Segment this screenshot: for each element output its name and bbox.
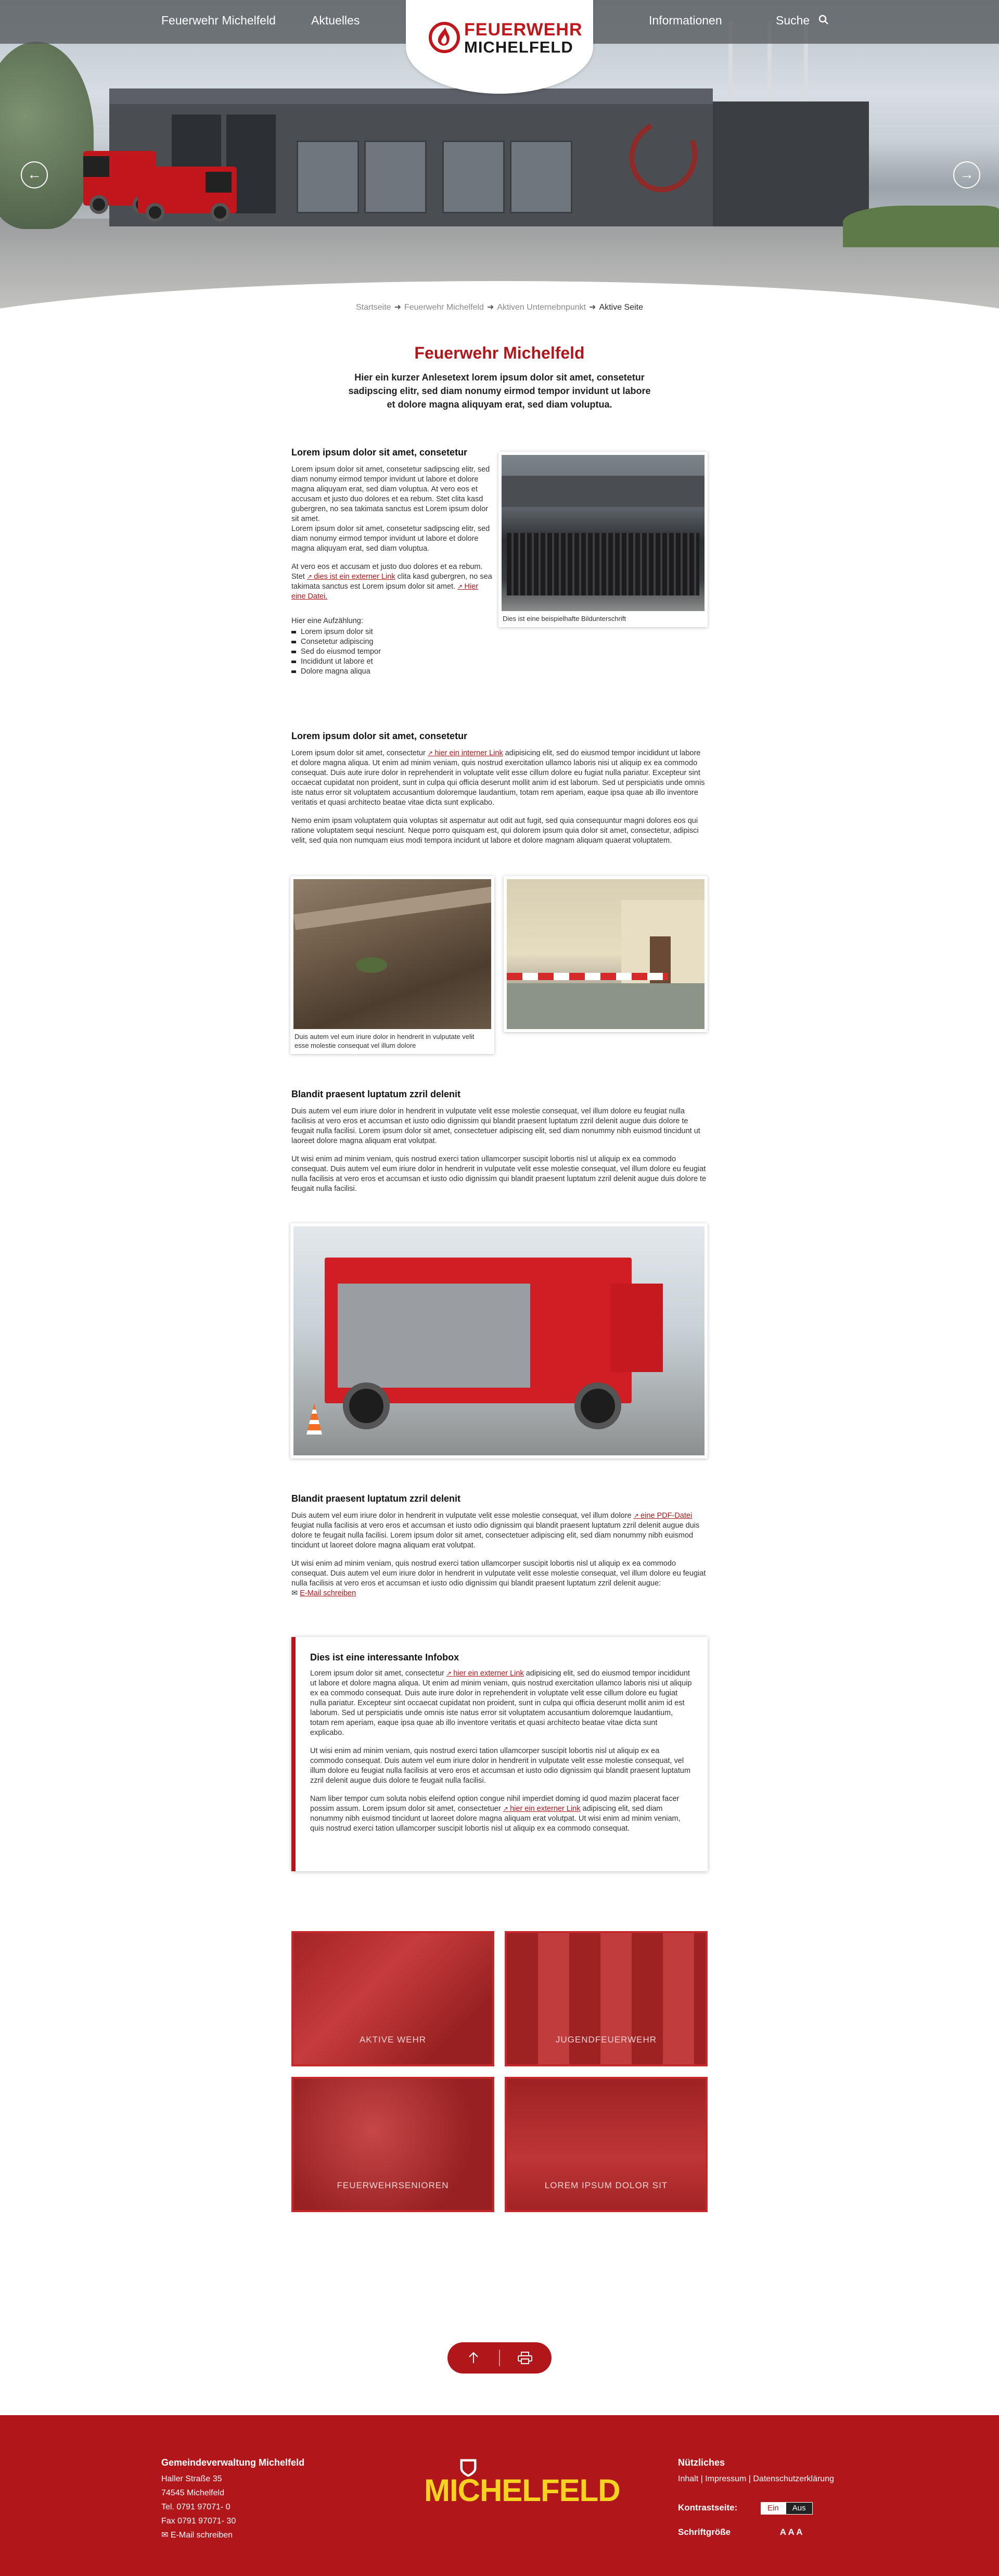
michelfeld-logo[interactable] xyxy=(424,2457,620,2514)
mail-icon: ✉ xyxy=(161,2531,171,2540)
firetruck-photo xyxy=(293,1226,705,1455)
barrier-photo-figure xyxy=(504,876,708,1032)
logo-line1: FEUERWEHR xyxy=(464,20,583,40)
list-item: Dolore magna aliqua xyxy=(291,667,494,677)
group-photo xyxy=(502,455,705,611)
section-1: Lorem ipsum dolor sit amet, consetetur Lorem ipsum dolor sit amet, consetetur sadipscing elitr, sed diam nonumy eirmod tempor invidunt ut labore et dolore magna aliquyam erat, sed diam voluptua. At vero eos et accusam et justo duo dolores et ea rebum. Stet clita kasd gubergren, no sea takimata sanctus est Lorem ipsum dolor sit amet. Lorem ipsum dolor sit amet, consetetur sadipscing elitr, sed diam nonumy eirmod tempor invidunt ut labore et dolore magna aliquyam erat, sed diam voluptua. At vero eos et accusam et justo duo dolores et ea rebum. Stet ↗ dies ist ein externer Link clita kasd gubergren, no sea takimata sanctus est Lorem ipsum dolor sit amet. ↗ Hier eine Datei. Hier eine Aufzählung: Lorem ipsum dolor sit Consetetur adipiscing Sed do eiusmod tempor Incididunt ut labore et Dolore magna aliqua xyxy=(291,448,494,677)
breadcrumb-item[interactable]: Aktiven Unternebnpunkt xyxy=(497,303,586,312)
footer-address: Gemeindeverwaltung Michelfeld Haller Straße 35 74545 Michelfeld Tel. 0791 97071- 0 Fax 0791 97071- 30 ✉ E-Mail schreiben xyxy=(161,2456,304,2542)
list-item: Consetetur adipiscing xyxy=(291,637,494,647)
tile-feuerwehrsenioren[interactable] xyxy=(291,2077,494,2212)
arrow-left-icon: ← xyxy=(27,166,42,182)
nav-aktuelles[interactable]: Aktuelles xyxy=(311,14,360,27)
image-caption: Dies ist eine beispielhafte Bildunterschrift xyxy=(503,615,626,623)
email-link[interactable]: E-Mail schreiben xyxy=(300,1589,356,1597)
contrast-label: Kontrastseite: xyxy=(678,2503,738,2512)
pdf-link[interactable]: ↗ eine PDF-Datei xyxy=(634,1512,693,1520)
footer xyxy=(0,2415,999,2576)
contrast-on-button[interactable]: Ein xyxy=(761,2502,786,2515)
contrast-off-button[interactable]: Aus xyxy=(786,2502,813,2515)
barrier-photo xyxy=(507,879,705,1029)
external-link[interactable]: ↗ dies ist ein externer Link xyxy=(307,573,395,581)
fontsize-label: Schriftgröße xyxy=(678,2527,731,2537)
list-item: Lorem ipsum dolor sit xyxy=(291,627,494,637)
tile-lorem-ipsum[interactable] xyxy=(505,2077,708,2212)
nav-informationen[interactable]: Informationen xyxy=(649,14,722,27)
firetruck-photo-figure xyxy=(290,1223,708,1458)
arrow-right-icon: → xyxy=(959,166,974,182)
breadcrumb-current: Aktive Seite xyxy=(599,303,644,312)
footer-useful xyxy=(678,2456,844,2539)
intro-text: Hier ein kurzer Anlesetext lorem ipsum dolor sit amet, consetetur sadipscing elitr, sed diam nonumy eirmod tempor invidunt ut labore et dolore magna aliquyam erat, sed diam voluptua. xyxy=(348,372,651,410)
section-heading: Lorem ipsum dolor sit amet, consetetur xyxy=(291,447,468,458)
section-heading: Blandit praesent luptatum zzril delenit xyxy=(291,1493,461,1504)
breadcrumb-item[interactable]: Startseite xyxy=(355,303,391,312)
section-4: Blandit praesent luptatum zzril delenit Duis autem vel eum iriure dolor in hendrerit in vulputate velit esse molestie consequat, vel illum dolore ↗ eine PDF-Datei feugiat nulla facilisis at vero eros et accumsan et iusto odio dignissim qui blandit praesent luptatum zzril delenit augue duis dolore te feugait nulla facilisi. Lorem ipsum dolor sit amet, consectetuer adipiscing elit, sed diam nonummy nibh euismod tincidunt ut laoreet dolore magna aliquam erat volutpat. Ut wisi enim ad minim veniam, quis nostrud exerci tation ullamcorper suscipit lobortis nisl ut aliquip ex ea commodo consequat. Duis autem vel eum iriure dolor in hendrerit in vulputate velit esse molestie consequat, vel illum dolore eu feugiat nulla facilisis at vero eros et accumsan et iusto odio dignissim qui blandit praesent luptatum zzril delenit augue: ✉ E-Mail schreiben xyxy=(291,1494,708,1607)
bullet-list xyxy=(291,627,494,677)
nav-suche[interactable]: Suche xyxy=(776,14,810,27)
breadcrumb-item[interactable]: Feuerwehr Michelfeld xyxy=(404,303,484,312)
tile-label: JUGENDFEUERWEHR xyxy=(555,2035,657,2045)
breadcrumb: Startseite ➜ Feuerwehr Michelfeld ➜ Aktiven Unternebnpunkt ➜ Aktive Seite xyxy=(355,303,644,312)
file-link[interactable]: ↗ Hier eine Datei. xyxy=(291,582,478,601)
section-3: Blandit praesent luptatum zzril delenit Duis autem vel eum iriure dolor in hendrerit in vulputate velit esse molestie consequat, vel illum dolore eu feugiat nulla facilisis at vero eros et accumsan et iusto odio dignissim qui blandit praesent luptatum zzril delenit augue duis dolore te feugait nulla facilisi. Lorem ipsum dolor sit amet, consectetuer adipiscing elit, sed diam nonummy nibh euismod tincidunt ut laoreet dolore magna aliquam erat volutpat. Ut wisi enim ad minim veniam, quis nostrud exerci tation ullamcorper suscipit lobortis nisl ut aliquip ex ea commodo consequat. Duis autem vel eum iriure dolor in hendrerit in vulputate velit esse molestie consequat, vel illum dolore eu feugiat nulla facilisis at vero eros et accumsan et iusto odio dignissim qui blandit praesent luptatum zzril delenit augue duis dolore te feugait nulla facilisi. xyxy=(291,1089,708,1202)
slider-next-button[interactable] xyxy=(953,161,980,188)
list-item: Sed do eiusmod tempor xyxy=(291,647,494,657)
tile-label: AKTIVE WEHR xyxy=(359,2035,427,2045)
soil-photo-figure xyxy=(290,876,494,1054)
utility-buttons xyxy=(447,2342,552,2374)
search-icon[interactable] xyxy=(818,14,829,27)
internal-link[interactable]: ↗ hier ein interner Link xyxy=(428,749,503,757)
tile-label: FEUERWEHRSENIOREN xyxy=(337,2180,449,2190)
infobox: Dies ist eine interessante Infobox Lorem ipsum dolor sit amet, consectetur ↗ hier ein externer Link adipisicing elit, sed do eiusmod tempor incididunt ut labore et dolore magna aliqua. Ut enim ad minim veniam, quis nostrud exercitation ullamco laboris nisi ut aliquip ex ea commodo consequat. Duis aute irure dolor in reprehenderit in voluptate velit esse cillum dolore eu fugiat nulla pariatur. Excepteur sint occaecat cupidatat non proident, sunt in culpa qui officia deserunt mollit anim id est laborum. Sed ut perspiciatis unde omnis iste natus error sit voluptatem accusantium doloremque laudantium, totam rem aperiam, eaque ipsa quae ab illo inventore veritatis et quasi architecto beatae vitae dicta sunt explicabo. Ut wisi enim ad minim veniam, quis nostrud exerci tation ullamcorper suscipit lobortis nisl ut aliquip ex ea commodo consequat. Duis autem vel eum iriure dolor in hendrerit in vulputate velit esse molestie consequat, vel illum dolore eu feugiat nulla facilisis at vero eros et accumsan et iusto odio dignissim qui blandit praesent luptatum zzril delenit augue duis dolore te feugait nulla facilisi. Nam liber tempor cum soluta nobis eleifend option congue nihil imperdiet doming id quod mazim placerat facer possim assum. Lorem ipsum dolor sit amet, consectetuer ↗ hier ein externer Link adipiscing elit, sed diam nonummy nibh euismod tincidunt ut laoreet dolore magna aliquam erat volutpat. Ut wisi enim ad minim veniam, quis nostrud exerci tation ullamcorper suscipit lobortis nisl ut aliquip ex ea commodo consequat. xyxy=(291,1637,708,1871)
footer-logo-text: MICHELFELD xyxy=(424,2473,620,2508)
section-2: Lorem ipsum dolor sit amet, consetetur Lorem ipsum dolor sit amet, consectetur ↗ hier ein interner Link adipisicing elit, sed do eiusmod tempor incididunt ut labore et dolore magna aliqua. Ut enim ad minim veniam, quis nostrud exercitation ullamco laboris nisi ut aliquip ex ea commodo consequat. Duis aute irure dolor in reprehenderit in voluptate velit esse cillum dolore eu fugiat nulla pariatur. Excepteur sint occaecat cupidatat non proident, sunt in culpa qui officia deserunt mollit anim id est laborum. Sed ut perspiciatis unde omnis iste natus error sit voluptatem accusantium doloremque laudantium, totam rem aperiam, eaque ipsa quae ab illo inventore veritatis et quasi architecto beatae vitae dicta sunt explicabo. Nemo enim ipsam voluptatem quia voluptas sit aspernatur aut odit aut fugit, sed quia consequuntur magni dolores eos qui ratione voluptatem sequi nesciunt. Neque porro quisquam est, qui dolorem ipsum quia dolor sit amet, consectetur, adipisci velit, sed quia non numquam eius modi tempora incidunt ut labore et dolore magnam aliquam quaerat voluptatem. xyxy=(291,731,708,854)
list-item: Incididunt ut labore et xyxy=(291,657,494,667)
tile-label: LOREM IPSUM DOLOR SIT xyxy=(544,2180,668,2190)
footer-useful-heading: Nützliches xyxy=(678,2457,725,2468)
tile-jugendfeuerwehr[interactable] xyxy=(505,1931,708,2066)
footer-email-link[interactable]: E-Mail schreiben xyxy=(170,2531,233,2540)
tile-aktive-wehr[interactable] xyxy=(291,1931,494,2066)
group-photo-figure xyxy=(498,452,708,627)
section-heading: Blandit praesent luptatum zzril delenit xyxy=(291,1089,461,1099)
nav-feuerwehr-michelfeld[interactable]: Feuerwehr Michelfeld xyxy=(161,14,276,27)
soil-photo xyxy=(293,879,491,1029)
image-caption: Duis autem vel eum iriure dolor in hendrerit in vulputate velit esse molestie consequat vel illum dolore xyxy=(294,1033,475,1049)
print-icon[interactable] xyxy=(517,2351,533,2365)
page-title: Feuerwehr Michelfeld xyxy=(414,344,585,362)
arrow-up-icon[interactable] xyxy=(466,2351,481,2365)
flame-logo-icon xyxy=(428,21,461,54)
footer-org: Gemeindeverwaltung Michelfeld xyxy=(161,2457,305,2468)
fontsize-controls[interactable]: A A A xyxy=(779,2527,803,2537)
fax-number: Fax 0791 97071- 30 xyxy=(161,2517,236,2526)
external-link[interactable]: ↗ hier ein externer Link xyxy=(446,1669,524,1678)
external-link[interactable]: ↗ hier ein externer Link xyxy=(503,1805,581,1813)
infobox-heading: Dies ist eine interessante Infobox xyxy=(310,1652,459,1663)
logo-line2: MICHELFELD xyxy=(464,38,573,56)
phone-number[interactable]: Tel. 0791 97071- 0 xyxy=(161,2503,230,2511)
footer-links[interactable]: Inhalt | Impressum | Datenschutzerklärung xyxy=(678,2475,834,2483)
slider-prev-button[interactable] xyxy=(21,161,48,188)
section-heading: Lorem ipsum dolor sit amet, consetetur xyxy=(291,731,468,741)
mail-icon: ✉ xyxy=(291,1589,300,1597)
